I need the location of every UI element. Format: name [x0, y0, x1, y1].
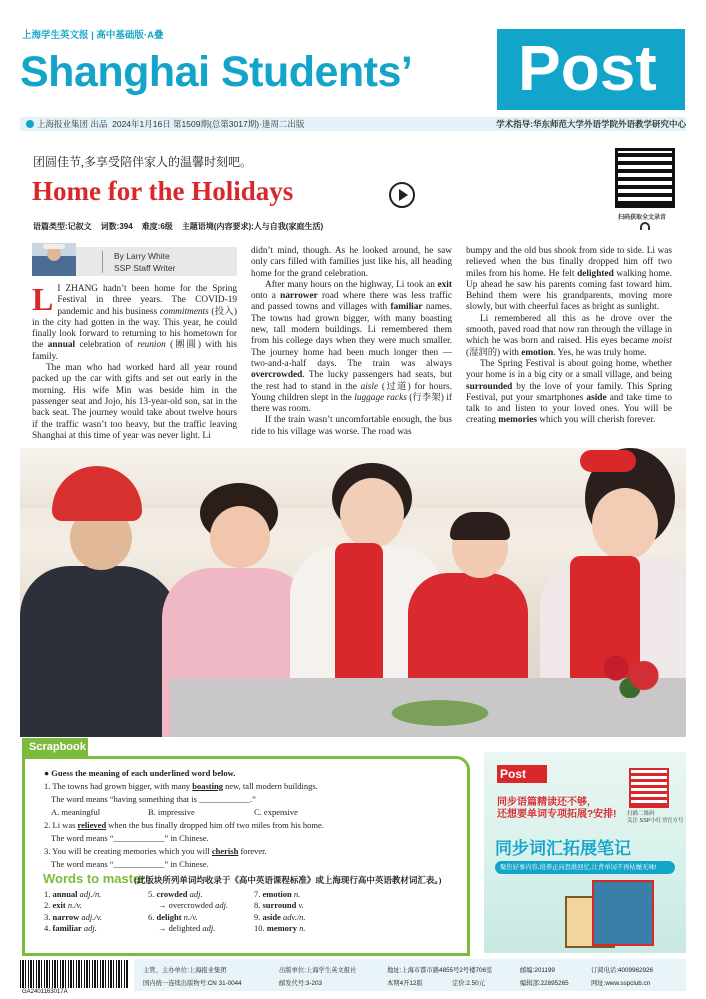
byline-author: By Larry White — [114, 251, 170, 261]
words-to-master-label: Words to master — [43, 871, 146, 886]
scrapbook-tab-label: Scrapbook — [29, 741, 86, 753]
list-item: 8. surround v. — [254, 900, 304, 911]
option-a: A. meaningful — [51, 807, 101, 817]
glossed-word: reunion — [137, 340, 166, 351]
key-word: annual — [47, 340, 76, 351]
key-word: overcrowded — [251, 370, 303, 381]
paragraph: The Spring Festival is about going home, whether your home is in a big city or a small village, and being surrounded by the love of your family. This Spring Festival, put your smartphones aside and take time to talk to and listen to your loved ones. You will be creating memories which you will cherish forever. — [466, 358, 672, 426]
list-item: 1. annual adj./n. — [44, 889, 102, 899]
footer-address: 地址:上海市都市路4855号2号楼706室 — [387, 967, 493, 974]
byline-title: SSP Staff Writer — [114, 263, 176, 273]
paragraph: L I ZHANG hadn’t been home for the Spring Festival in three years. The COVID-19 pandemic and his business commitments (投入) in the city had gotten in the way. This year, he could finally look forward to returning to his hometown for the annual celebration of reunion (團圓) with his family. — [32, 281, 238, 362]
ad-pill-text: 聚焦好事内容,培养正向思维回忆,让背单词不再枯燥无味! — [500, 864, 657, 871]
academic-guidance: 学术指导:华东师范大学外语学院外语教学研究中心 — [496, 119, 686, 129]
masthead-top-line: 上海学生英文报 | 高中基础版·A叠 — [22, 30, 164, 41]
paragraph: bumpy and the old bus shook from side to side. Li was relieved when the bus finally dropped him off two miles from his home. He felt delighted walking home. Up ahead he saw his parents coming fast toward him. Behind them were his grandparents, moving more slowly, but with cheerful faces as bright as sunlight. — [466, 246, 672, 313]
paragraph: didn’t mind, though. As he looked around, he saw only cars filled with families just like his, all heading home for the grand celebration. — [251, 246, 452, 279]
masthead-post: Post — [518, 32, 657, 104]
paragraph: If the train wasn’t uncomfortable enough, the bus ride to his village was worse. The road was — [251, 415, 452, 437]
family-photo — [20, 448, 686, 737]
key-word: emotion — [521, 347, 554, 358]
list-item: 4. familiar adj. — [44, 923, 97, 934]
ad-title: 同步词汇拓展笔记 — [495, 839, 631, 858]
glossed-word: luggage racks — [354, 392, 407, 403]
audio-qr-code[interactable] — [615, 148, 675, 208]
list-item: 3. narrow adj./v. — [44, 911, 103, 922]
footer-format: 本期4开12版 — [387, 980, 423, 987]
footer-hotline: 订阅电话:4009962926 — [591, 967, 653, 974]
footer-sponsor: 主管、主办单位:上海报业集团 — [143, 967, 227, 974]
question-1: 1. The towns had grown bigger, with many boasting new, tall modern buildings. — [44, 781, 318, 791]
underlined-word: relieved — [77, 820, 107, 830]
list-item: → overcrowded adj. — [158, 900, 229, 911]
underlined-word: boasting — [192, 781, 223, 791]
exercise-instruction: ● Guess the meaning of each underlined word below. — [44, 768, 236, 778]
word-list-col-1 — [44, 889, 102, 935]
option-c: C. expensive — [254, 807, 298, 817]
word-list-col-2 — [148, 889, 228, 935]
issue-date: 2024年1月16日 第1509期(总第3017期)·逢周二出版 — [112, 119, 305, 129]
question-2: 2. Li was relieved when the bus finally dropped him off two miles from his home. — [44, 820, 324, 830]
footer-editorial: 编辑部:22895265 — [520, 980, 569, 987]
ad-qr-label: 扫描二维码 关注 SSP小红书官方号 — [627, 811, 684, 824]
publisher-logo-icon — [26, 120, 34, 128]
paragraph: The man who had worked hard all year round packed up the car with gifts and set out early in the morning. His wife Min was beside him in the passenger seat and Jojo, his 13-year-old son, sat in the back seat. The journey would take about twelve hours if the traffic wasn’t too heavy, but the traffic leaving Shanghai at this time of year was never light. Li — [32, 363, 237, 441]
list-item: 10. memory n. — [254, 923, 306, 934]
ad-qr-code[interactable] — [629, 768, 669, 808]
article-column-1 — [32, 281, 238, 442]
list-item: 9. aside adv./n. — [254, 911, 306, 922]
question-2-prompt: The word means “____________” in Chinese. — [51, 833, 209, 843]
footer-postal-code: 邮发代号:3-203 — [279, 980, 323, 987]
key-word: narrower — [280, 291, 318, 302]
ad-promo: 同步语篇精读还不够, 还想要单词专项拓展?安排! — [497, 797, 617, 820]
barcode — [20, 960, 128, 988]
ad-book-image — [592, 880, 654, 946]
masthead-title: Shanghai Students’ — [20, 48, 413, 96]
drop-cap: L — [32, 281, 54, 317]
list-item: → delighted adj. — [158, 923, 216, 934]
footer-price: 定价:2.50元 — [452, 980, 485, 987]
words-to-master-note: (此版块所列单词均收录于《高中英语课程标准》或上海现行高中英语教材词汇表。) — [134, 875, 442, 885]
paragraph: Li remembered all this as he drove over the smooth, paved road that now ran through the village in which he was born and raised. His eyes became moist (湿润的) with emotion. Yes, he was truly home. — [466, 313, 672, 358]
list-item: 5. crowded adj. — [148, 889, 203, 899]
footer-zip: 邮编:201199 — [520, 967, 555, 974]
key-word: delighted — [577, 268, 614, 279]
list-item: 7. emotion n. — [254, 889, 301, 899]
meta-genre: 语篇类型:记叙文 — [33, 222, 92, 231]
article-headline: Home for the Holidays — [32, 176, 294, 206]
key-word: familiar — [390, 302, 423, 313]
meta-theme: 主题语境(内容要求):人与自我(家庭生活) — [181, 222, 324, 231]
question-3-prompt: The word means “____________” in Chinese. — [51, 859, 209, 869]
article-column-3 — [466, 246, 672, 427]
footer-web[interactable]: 网址:www.sspclub.cn — [591, 980, 651, 987]
meta-difficulty: 难度:6级 — [141, 222, 173, 231]
key-word: exit — [437, 279, 452, 290]
list-item: 2. exit n./v. — [44, 900, 82, 911]
qr-label: 扫码获取全文录音 — [618, 215, 667, 221]
underlined-word: cherish — [211, 846, 239, 856]
article-meta — [33, 221, 332, 232]
article-column-2 — [251, 246, 452, 438]
glossed-word: commitments — [159, 306, 209, 317]
key-word: surrounded — [466, 381, 513, 392]
glossed-word: aisle — [360, 381, 379, 392]
option-b: B. impressive — [148, 807, 195, 817]
headphone-icon — [640, 222, 650, 230]
footer-cn: 国内统一连续出版物号:CN 31-0044 — [143, 980, 242, 987]
paragraph: After many hours on the highway, Li took an exit onto a narrower road where there was less traffic and passed towns and villages with familiar names. The towns had grown bigger, with many boasting new, tall modern buildings. Li remembered them from his college days when they were much smaller. The journey home had been much longer then — two-and-a-half days. The train was always overcrowded. The lucky passengers had seats, but the rest had to stand in the aisle (过道) for hours. Young children slept in the luggage racks (行李架) if there was room. — [251, 279, 452, 415]
byline-divider — [102, 251, 103, 273]
glossed-word: moist — [651, 336, 672, 347]
footer-publisher: 出版单位:上海学生英文报社 — [279, 967, 357, 974]
issue-info — [26, 118, 304, 130]
meta-word-count: 词数:394 — [100, 222, 133, 231]
author-avatar — [32, 243, 76, 276]
word-list-col-3 — [254, 889, 306, 935]
question-1-prompt: The word means “having something that is ____________.” — [51, 794, 256, 804]
key-word: memories — [498, 415, 537, 426]
question-3: 3. You will be creating memories which you will cherish forever. — [44, 846, 267, 856]
article-tagline: 团圆佳节,多享受陪伴家人的温馨时刻吧。 — [33, 155, 253, 169]
key-word: aside — [586, 392, 607, 403]
publisher: 上海报业集团 出品 — [37, 119, 108, 129]
ad-logo-text: Post — [500, 767, 527, 781]
list-item: 6. delight n./v. — [148, 911, 198, 922]
audio-play-icon[interactable] — [389, 182, 415, 208]
barcode-number: GA2401163017A — [22, 989, 68, 995]
